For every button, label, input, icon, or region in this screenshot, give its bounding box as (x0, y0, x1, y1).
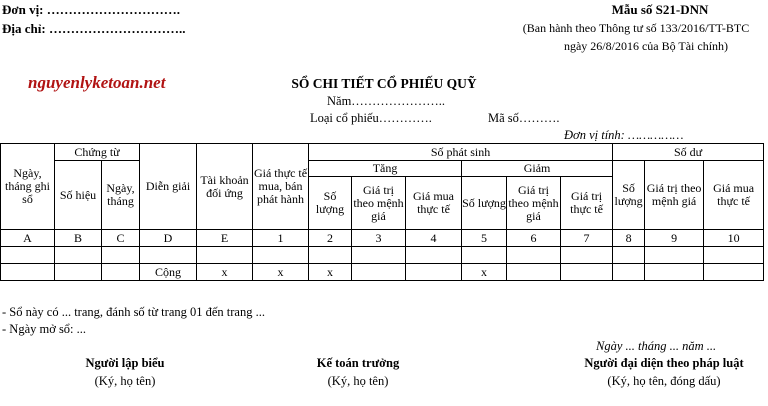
header-balance: Số dư (613, 144, 764, 161)
header-actual-price: Giá thực tế mua, bán phát hành (253, 144, 309, 230)
table-cell (102, 264, 140, 281)
issued-date: ngày 26/8/2016 của Bộ Tài chính) (563, 39, 729, 53)
col-code: 4 (406, 230, 462, 247)
table-cell (507, 264, 561, 281)
currency-unit: Đơn vị tính: …………… (564, 128, 684, 142)
col-code: 2 (309, 230, 352, 247)
form-code: Mẫu số S21-DNN (611, 2, 709, 17)
address-field: Địa chỉ: ………………………….. (2, 21, 186, 36)
table-cell (309, 247, 352, 264)
header-balance-purchase-price: Giá mua thực tế (704, 161, 764, 230)
col-code: 7 (561, 230, 613, 247)
col-code: 3 (352, 230, 406, 247)
total-row (1, 264, 764, 281)
header-date-recorded: Ngày, tháng ghi sổ (1, 144, 55, 230)
header-decrease-value: Giá trị thực tế (561, 177, 613, 230)
stock-type-field: Loại cổ phiếu…………. (310, 111, 432, 125)
header-arising: Số phát sinh (309, 144, 613, 161)
header-decrease: Giảm (462, 161, 613, 177)
col-code: 5 (462, 230, 507, 247)
total-mark: x (309, 264, 352, 281)
header-decrease-par-value: Giá trị theo mệnh giá (507, 177, 561, 230)
code-field: Mã số………. (488, 111, 560, 125)
header-increase-quantity: Số lượng (309, 177, 352, 230)
table-cell (406, 247, 462, 264)
table-cell (704, 247, 764, 264)
note-open-date: - Ngày mở sổ: ... (2, 322, 87, 336)
table-cell (55, 264, 102, 281)
table-cell (613, 247, 645, 264)
table-cell (561, 247, 613, 264)
preparer-title: Người lập biểu (85, 356, 165, 370)
header-balance-quantity: Số lượng (613, 161, 645, 230)
table-cell (704, 264, 764, 281)
header-counter-account: Tài khoản đối ứng (197, 144, 253, 230)
chief-accountant-title: Kế toán trưởng (316, 356, 400, 370)
table-cell (645, 264, 704, 281)
header-voucher: Chứng từ (55, 144, 140, 161)
sign-date: Ngày ... tháng ... năm ... (596, 339, 717, 353)
table-cell (1, 264, 55, 281)
chief-accountant-sign: (Ký, họ tên) (327, 374, 389, 388)
table-cell (102, 247, 140, 264)
col-code: D (140, 230, 197, 247)
col-code: 8 (613, 230, 645, 247)
header-decrease-quantity: Số lượng (462, 177, 507, 230)
table-cell (140, 247, 197, 264)
table-cell (352, 247, 406, 264)
note-pages: - Sổ này có ... trang, đánh số từ trang 01 đến trang ... (2, 305, 265, 319)
header-voucher-date: Ngày, tháng (102, 161, 140, 230)
table-cell (253, 247, 309, 264)
header-balance-par-value: Giá trị theo mệnh giá (645, 161, 704, 230)
table-cell (55, 247, 102, 264)
page-title: SỔ CHI TIẾT CỔ PHIẾU QUỸ (291, 76, 477, 91)
table-cell (1, 247, 55, 264)
header-increase-purchase-price: Giá mua thực tế (406, 177, 462, 230)
col-code: E (197, 230, 253, 247)
legal-rep-sign: (Ký, họ tên, đóng dấu) (607, 374, 721, 388)
year-field: Năm………………….. (327, 94, 446, 108)
col-code: 9 (645, 230, 704, 247)
unit-field: Đơn vị: …………………………. (2, 2, 181, 17)
table-cell (561, 264, 613, 281)
preparer-sign: (Ký, họ tên) (94, 374, 156, 388)
brand-watermark: nguyenlyketoan.net (28, 73, 166, 92)
col-code: 1 (253, 230, 309, 247)
total-mark: x (197, 264, 253, 281)
col-code: B (55, 230, 102, 247)
table-cell (197, 247, 253, 264)
table-cell (507, 247, 561, 264)
total-label: Cộng (140, 264, 197, 281)
issued-by: (Ban hành theo Thông tư số 133/2016/TT-BTC (522, 21, 750, 35)
column-code-row (1, 230, 764, 247)
table-cell (462, 247, 507, 264)
table-row (1, 247, 764, 264)
table-cell (613, 264, 645, 281)
header-increase-par-value: Giá trị theo mệnh giá (352, 177, 406, 230)
total-mark: x (462, 264, 507, 281)
table-cell (352, 264, 406, 281)
col-code: 10 (704, 230, 764, 247)
legal-rep-title: Người đại diện theo pháp luật (584, 356, 744, 370)
ledger-table (0, 143, 764, 281)
col-code: A (1, 230, 55, 247)
col-code: C (102, 230, 140, 247)
table-cell (645, 247, 704, 264)
header-increase: Tăng (309, 161, 462, 177)
header-voucher-no: Số hiệu (55, 161, 102, 230)
table-cell (406, 264, 462, 281)
col-code: 6 (507, 230, 561, 247)
total-mark: x (253, 264, 309, 281)
header-description: Diễn giải (140, 144, 197, 230)
